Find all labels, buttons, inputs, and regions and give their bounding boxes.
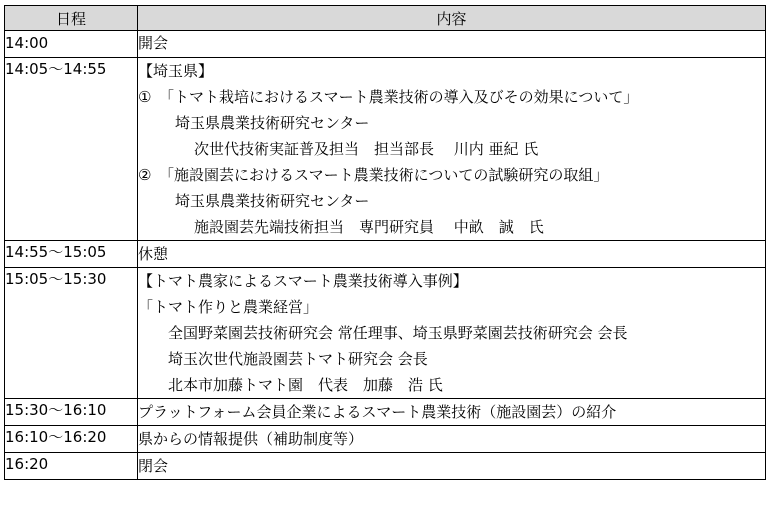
- table-row: [5, 453, 766, 480]
- table-row: [5, 241, 766, 268]
- time-cell: 14:55～15:05: [5, 241, 138, 268]
- content-line: 開会: [138, 34, 169, 52]
- organization: 埼玉県農業技術研究センター: [175, 192, 370, 210]
- time-cell: 14:05～14:55: [5, 58, 138, 241]
- section-heading: 【トマト農家によるスマート農業技術導入事例】: [138, 272, 468, 290]
- content-cell: [138, 426, 766, 453]
- table-row: [5, 268, 766, 399]
- presentation-title: 「トマト作りと農業経営」: [138, 298, 319, 316]
- organization: 埼玉県農業技術研究センター: [175, 114, 370, 132]
- time-cell: 15:05～15:30: [5, 268, 138, 399]
- content-cell: [138, 58, 766, 241]
- time-cell: 14:00: [5, 31, 138, 58]
- content-cell: [138, 399, 766, 426]
- content-cell: [138, 453, 766, 480]
- table-row: [5, 399, 766, 426]
- schedule-table: [4, 5, 766, 480]
- content-cell: [138, 268, 766, 399]
- table-row: [5, 31, 766, 58]
- presentation-title: ① 「トマト栽培におけるスマート農業技術の導入及びその効果について」: [138, 88, 639, 106]
- time-cell: 16:10～16:20: [5, 426, 138, 453]
- header-row: [5, 6, 766, 31]
- speaker: 北本市加藤トマト園 代表 加藤 浩 氏: [168, 376, 443, 394]
- time-cell: 16:20: [5, 453, 138, 480]
- content-line: 県からの情報提供（補助制度等）: [138, 430, 364, 448]
- section-heading: 【埼玉県】: [138, 62, 214, 80]
- speaker-affiliation: 埼玉次世代施設園芸トマト研究会 会長: [168, 350, 428, 368]
- speaker: 次世代技術実証普及担当 担当部長 川内 亜紀 氏: [194, 140, 539, 158]
- speaker-affiliation: 全国野菜園芸技術研究会 常任理事、埼玉県野菜園芸技術研究会 会長: [168, 324, 628, 342]
- speaker: 施設園芸先端技術担当 専門研究員 中畝 誠 氏: [194, 218, 544, 236]
- content-cell: [138, 31, 766, 58]
- presentation-title: ② 「施設園芸におけるスマート農業技術についての試験研究の取組」: [138, 166, 609, 184]
- content-line: 閉会: [138, 457, 169, 475]
- content-line: 休憩: [138, 245, 169, 263]
- content-cell: [138, 241, 766, 268]
- content-line: プラットフォーム会員企業によるスマート農業技術（施設園芸）の紹介: [138, 403, 617, 421]
- header-content: 内容: [138, 6, 766, 31]
- header-time: 日程: [5, 6, 138, 31]
- table-row: [5, 58, 766, 241]
- table-row: [5, 426, 766, 453]
- time-cell: 15:30～16:10: [5, 399, 138, 426]
